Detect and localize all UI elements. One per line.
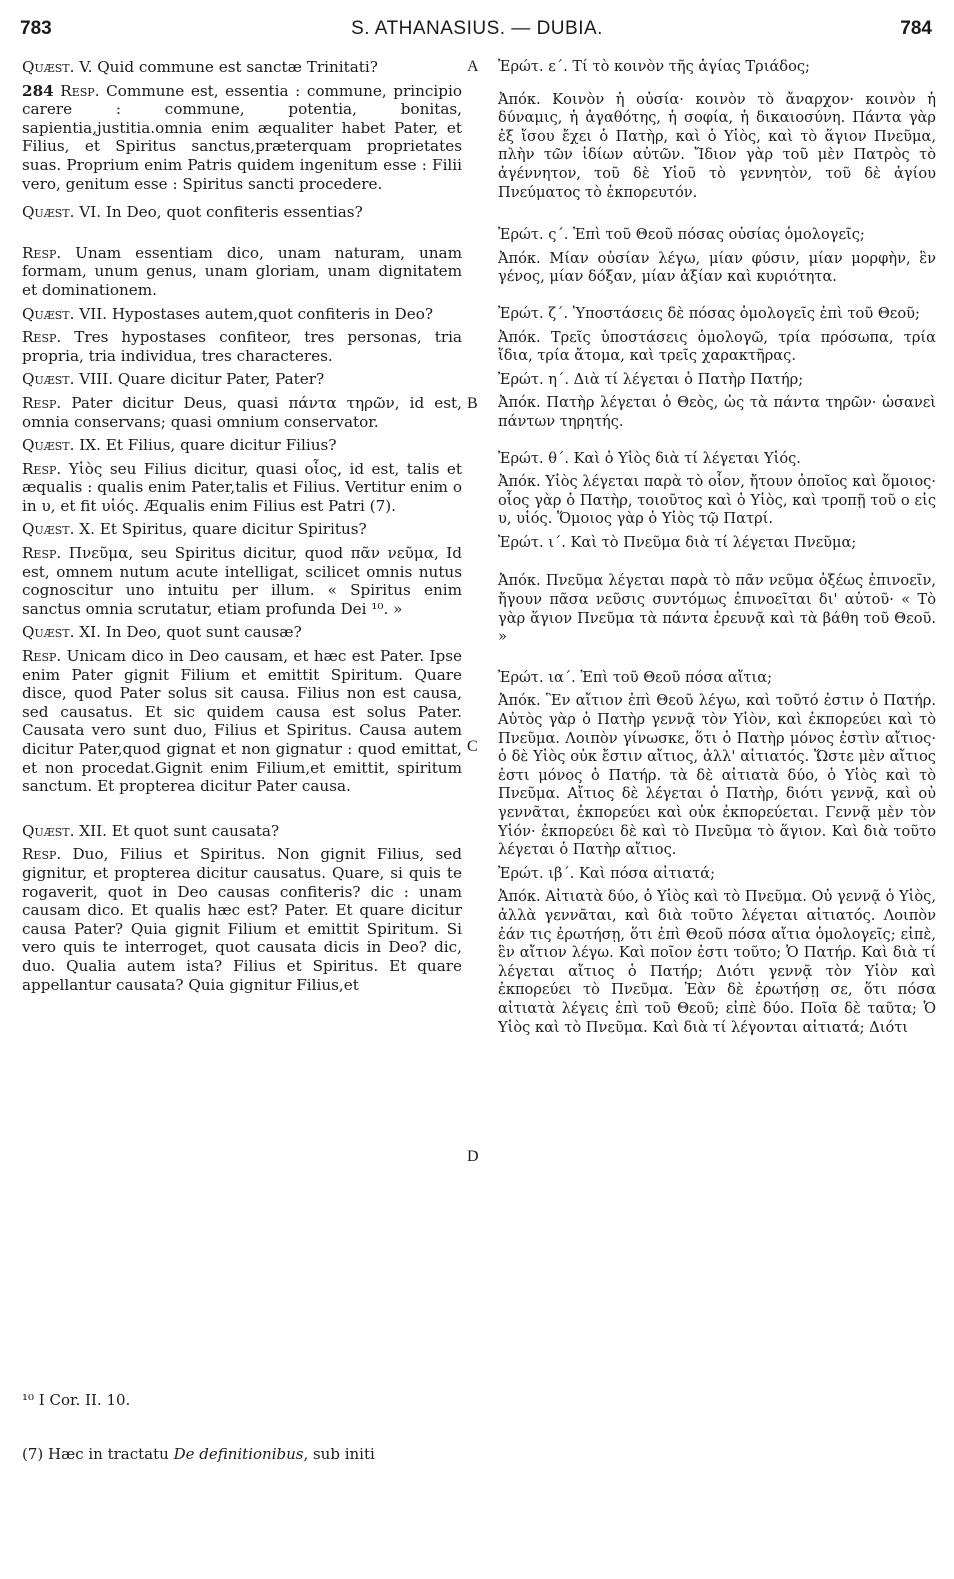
latin-question-8: Quæst. VIII. Quare dicitur Pater, Pater? xyxy=(22,370,325,389)
greek-answer-10: Ἀπόκ. Πνεῦμα λέγεται παρὰ τὸ πᾶν νεῦμα ὀξέως ἐπινοεῖν, ἤγουν πᾶσα νεῦσις συντόμως ἐπινοεῖται δι' αὐτοῦ· « Τὸ γὰρ ἅγιον Πνεῦμα τὰ πάντα ἐρευνᾷ καὶ τὰ βάθη τοῦ Θεοῦ. » xyxy=(498,572,936,646)
footnote-10: ¹⁰ I Cor. II. 10. xyxy=(22,1391,131,1409)
latin-question-9: Quæst. IX. Et Filius, quare dicitur Filius? xyxy=(22,436,337,455)
greek-column xyxy=(498,58,936,1047)
page-number-left: 783 xyxy=(20,18,52,39)
latin-answer-8: Resp. Pater dicitur Deus, quasi πάντα τηρῶν, id est, omnia conservans; quasi omnium conservator. xyxy=(22,393,462,431)
greek-answer-6: Ἀπόκ. Μίαν οὐσίαν λέγω, μίαν φύσιν, μίαν μορφὴν, ἓν γένος, μίαν δόξαν, μίαν ἀξίαν καὶ κυριότητα. xyxy=(498,249,936,286)
latin-question-11: Quæst. XI. In Deo, quot sunt causæ? xyxy=(22,623,302,642)
section-number: 284 xyxy=(22,81,54,100)
margin-marker-d: D xyxy=(467,1148,479,1165)
latin-answer-5: 284 Resp. Commune est, essentia : commune, principio carere : commune, potentia, bonitas, sapientia,justitia.omnia enim æqualiter habet Pater, et Filius, et Spiritus sanctus,præterquam proprietates suas. Proprium enim Patris quidem ingenitum esse : Filii vero, genitum esse : Spiritus sancti procedere. xyxy=(22,81,463,193)
page-number-right: 784 xyxy=(900,18,932,39)
greek-question-8: Ἐρώτ. η΄. Διὰ τί λέγεται ὁ Πατὴρ Πατήρ; xyxy=(498,370,804,388)
footnote-7: (7) Hæc in tractatu De definitionibus, sub initi xyxy=(22,1445,375,1463)
margin-marker-b: B xyxy=(467,395,478,412)
latin-answer-12: Resp. Duo, Filius et Spiritus. Non gignit Filius, sed gignitur, et propterea dicitur causatus. Quare, si quis te rogaverit, quot in Deo causas confiteris? dic : unam causam dico. Et qualis hæc est? Pater. Et quare dicitur causa Pater? Quia gignit Filium et emittit Spiritum. Si vero quis te interroget, quot causata dicis in Deo? dic, duo. Qualia autem ista? Filius et Spiritus. Et quare appellantur causata? Quia gignitur Filius,et xyxy=(22,845,462,994)
greek-question-5: Ἐρώτ. ε΄. Τί τὸ κοινὸν τῆς ἁγίας Τριάδος; xyxy=(498,58,810,75)
margin-marker-c: C xyxy=(467,738,478,755)
greek-answer-12: Ἀπόκ. Αἰτιατὰ δύο, ὁ Υἱὸς καὶ τὸ Πνεῦμα. Οὐ γεννᾷ ὁ Υἱὸς, ἀλλὰ γεννᾶται, καὶ διὰ τοῦτο λέγεται αἰτιατός. Λοιπὸν ἐάν τις ἐρωτήσῃ, ὅτι ἐπὶ Θεοῦ πόσα αἴτια ὁμολογεῖς; εἰπὲ, ἓν αἴτιον λέγω. Καὶ ποῖον ἐστι τοῦτο; Ὁ Πατήρ. Καὶ διὰ τί λέγεται αἴτιος ὁ Πατήρ; Διότι γεννᾷ τὸν Υἱὸν καὶ ἐκπορεύει τὸ Πνεῦμα. Ἐὰν δὲ ἐρωτήσῃ σε, ὅτι πόσα αἰτιατὰ λέγεις ἐπὶ τοῦ Θεοῦ; εἰπὲ δύο. Ποῖα δὲ ταῦτα; Ὁ Υἱὸς καὶ τὸ Πνεῦμα. Καὶ διὰ τί λέγονται αἰτιατά; Διότι xyxy=(498,888,936,1036)
latin-answer-7: Resp. Tres hypostases confiteor, tres personas, tria propria, tria individua, tres characteres. xyxy=(22,328,462,365)
greek-answer-11: Ἀπόκ. Ἓν αἴτιον ἐπὶ Θεοῦ λέγω, καὶ τοῦτό ἐστιν ὁ Πατήρ. Αὐτὸς γὰρ ὁ Πατὴρ γεννᾷ τὸν Υἱὸν, καὶ ἐκπορεύει καὶ τὸ Πνεῦμα. Λοιπὸν γίνωσκε, ὅτι ὁ Πατὴρ μόνος ἐστὶν αἴτιος· ὁ δὲ Υἱὸς οὐκ ἔστιν αἴτιος, ἀλλ' αἰτιατός. Ὥστε μὲν αἴτιος ἐστι μόνος ὁ Πατήρ. τὰ δὲ αἰτιατὰ δύο, ὁ Υἱὸς καὶ τὸ Πνεῦμα. Αἴτιος δὲ λέγεται ὁ Πατὴρ, διότι γεννᾷ, καὶ οὐ γεννᾶται, ἐκπορεύει καὶ οὐκ ἐκπορεύεται. Γεννᾷ μὲν τὸν Υἱόν· ἐκπορεύει δὲ καὶ τὸ Πνεῦμα τὸ ἅγιον. Καὶ διὰ τοῦτο λέγεται ὁ Πατὴρ αἴτιος. xyxy=(498,692,936,859)
latin-question-10: Quæst. X. Et Spiritus, quare dicitur Spiritus? xyxy=(22,520,367,539)
latin-answer-11: Resp. Unicam dico in Deo causam, et hæc est Pater. Ipse enim Pater gignit Filium et emittit Spiritum. Quare disce, quod Pater solus sit causa. Filius non est causa, sed causatus. Et sic quidem causa est solus Pater. Causata vero sunt duo, Filius et Spiritus. Causa autem dicitur Pater,quod gignat et non gignatur : quod emittat, et non procedat.Gignit enim Filium,et emittit, spiritum sanctum. Et propterea dicitur Pater causa. xyxy=(22,647,462,796)
latin-answer-9: Resp. Υἱὸς seu Filius dicitur, quasi οἷος, id est, talis et æqualis : qualis enim Pater,talis et Filius. Vertitur enim ο in υ, et fit υἱός. Æqualis enim Filius est Patri (7). xyxy=(22,459,462,515)
greek-question-9: Ἐρώτ. θ΄. Καὶ ὁ Υἱὸς διὰ τί λέγεται Υἱός. xyxy=(498,449,801,467)
latin-question-6: Quæst. VI. In Deo, quot confiteris essentias? xyxy=(22,203,363,222)
latin-column xyxy=(22,58,462,1004)
greek-answer-8: Ἀπόκ. Πατὴρ λέγεται ὁ Θεὸς, ὡς τὰ πάντα τηρῶν· ὡσανεὶ πάντων τηρητής. xyxy=(498,394,936,430)
greek-question-6: Ἐρώτ. ς΄. Ἐπὶ τοῦ Θεοῦ πόσας οὐσίας ὁμολογεῖς; xyxy=(498,226,865,244)
latin-question-7: Quæst. VII. Hypostases autem,quot confiteris in Deo? xyxy=(22,304,433,323)
greek-question-11: Ἐρώτ. ια΄. Ἐπὶ τοῦ Θεοῦ πόσα αἴτια; xyxy=(498,668,773,686)
greek-question-10: Ἐρώτ. ι΄. Καὶ τὸ Πνεῦμα διὰ τί λέγεται Πνεῦμα; xyxy=(498,533,857,551)
footnotes xyxy=(22,1390,922,1494)
greek-question-12: Ἐρώτ. ιβ΄. Καὶ πόσα αἰτιατά; xyxy=(498,864,716,882)
greek-answer-5: Ἀπόκ. Κοινὸν ἡ οὐσία· κοινὸν τὸ ἄναρχον· κοινὸν ἡ δύναμις, ἡ ἀγαθότης, ἡ σοφία, ἡ δικαιοσύνη. Πάντα γὰρ ἐξ ἴσου ἔχει ὁ Πατὴρ, καὶ ὁ Υἱὸς, καὶ τὸ ἅγιον Πνεῦμα, πλὴν τῶν ἰδίων αὐτῶν. Ἴδιον γὰρ τοῦ μὲν Πατρὸς τὸ ἀγέννητον, τοῦ δὲ Υἱοῦ τὸ γεννητὸν, τοῦ δὲ ἁγίου Πνεύματος τὸ ἐκπορευτόν. xyxy=(498,90,936,201)
latin-answer-6: Resp. Unam essentiam dico, unam naturam, unam formam, unum genus, unam gloriam, unam dignitatem et dominationem. xyxy=(22,243,462,299)
latin-answer-10: Resp. Πνεῦμα, seu Spiritus dicitur, quod πᾶν νεῦμα, Id est, omnem nutum acute intelligat, scilicet omnis nutus cognoscitur uno intuitu per illum. « Spiritus enim sanctus omnia scrutatur, etiam profunda Dei ¹⁰. » xyxy=(22,544,462,618)
margin-marker-a: A xyxy=(467,58,479,75)
latin-question-12: Quæst. XII. Et quot sunt causata? xyxy=(22,821,280,840)
running-title: S. ATHANASIUS. — DUBIA. xyxy=(351,18,603,39)
page-header xyxy=(0,18,954,48)
greek-question-7: Ἐρώτ. ζ΄. Ὑποστάσεις δὲ πόσας ὁμολογεῖς ἐπὶ τοῦ Θεοῦ; xyxy=(498,304,920,322)
greek-answer-7: Ἀπόκ. Τρεῖς ὑποστάσεις ὁμολογῶ, τρία πρόσωπα, τρία ἴδια, τρία ἄτομα, καὶ τρεῖς χαρακτῆρας. xyxy=(498,328,936,365)
latin-question-5: Quæst. V. Quid commune est sanctæ Trinitati? xyxy=(22,58,378,76)
greek-answer-9: Ἀπόκ. Υἱὸς λέγεται παρὰ τὸ οἷον, ἤτουν ὁποῖος καὶ ὅμοιος· οἷος γὰρ ὁ Πατὴρ, τοιοῦτος καὶ ὁ Υἱὸς, καὶ τροπῇ τοῦ ο εἰς υ, υἱός. Ὅμοιος γὰρ ὁ Υἱὸς τῷ Πατρί. xyxy=(498,473,936,528)
